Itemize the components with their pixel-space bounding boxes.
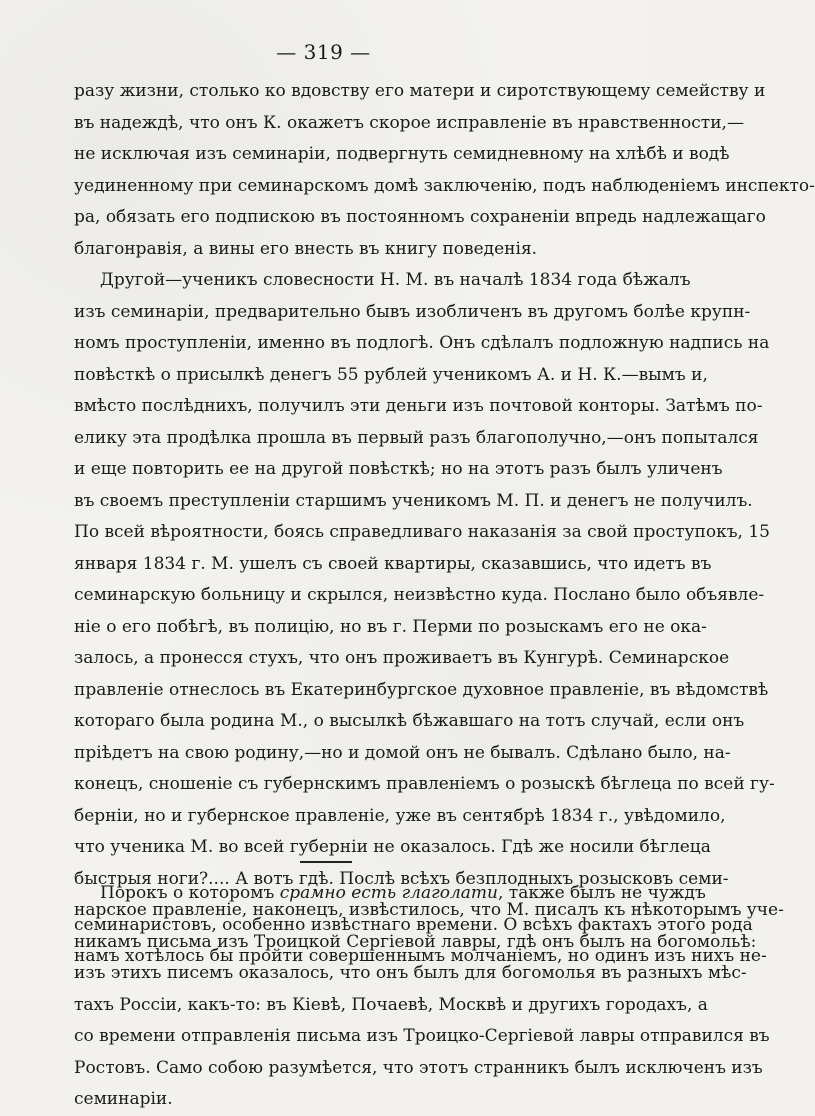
text-line: семинаристовъ, особенно извѣстнаго времени. О всѣхъ фактахъ этого рода — [74, 914, 753, 935]
text-line: въ надеждѣ, что онъ К. окажетъ скорое исправленіе въ нравственности,— — [74, 112, 744, 133]
text-line: благонравія, а вины его внесть въ книгу поведенія. — [74, 238, 538, 259]
text-line: елику эта продѣлка прошла въ первый разъ благополучно,—онъ попытался — [74, 427, 759, 448]
text-line: котораго была родина М., о высылкѣ бѣжавшаго на тотъ случай, если онъ — [74, 711, 745, 731]
text-line: не исключая изъ семинаріи, подвергнуть семидневному на хлѣбѣ и водѣ — [74, 144, 730, 164]
text-line: семинарскую больницу и скрылся, неизвѣстно куда. Послано было объявле- — [74, 585, 765, 605]
text-line: нарское правленіе, наконецъ, извѣстилось, что М. писалъ къ нѣкоторымъ уче- — [74, 900, 784, 920]
text-line: января 1834 г. М. ушелъ съ своей квартиры, сказавшись, что идетъ въ — [74, 553, 712, 574]
text-line: изъ этихъ писемъ оказалось, что онъ былъ для богомолья въ разныхъ мѣс- — [74, 963, 747, 983]
text-line: намъ хотѣлось бы пройти совершеннымъ молчаніемъ, но одинъ изъ нихъ не- — [74, 946, 767, 966]
section-divider — [300, 861, 352, 863]
text-line: изъ семинаріи, предварительно бывъ изобличенъ въ другомъ болѣе крупн- — [74, 301, 751, 322]
text-line: пріѣдетъ на свою родину,—но и домой онъ не бывалъ. Сдѣлано было, на- — [74, 742, 731, 763]
text-line: ніе о его побѣгѣ, въ полицію, но въ г. Перми по розыскамъ его не ока- — [74, 616, 707, 637]
text-line: семинаріи. — [74, 1089, 173, 1109]
text-line: что ученика М. во всей губерніи не оказалось. Гдѣ же носили бѣглеца — [74, 837, 711, 857]
text-line: правленіе отнеслось въ Екатеринбургское духовное правленіе, въ вѣдомствѣ — [74, 679, 769, 700]
text-line: тахъ Россіи, какъ-то: въ Кіевѣ, Почаевѣ, Москвѣ и другихъ городахъ, а — [74, 994, 708, 1015]
text-line: вмѣсто послѣднихъ, получилъ эти деньги изъ почтовой конторы. Затѣмъ по- — [74, 396, 763, 416]
text-line: уединенному при семинарскомъ домѣ заключенію, подъ наблюденіемъ инспекто- — [74, 175, 815, 196]
text-line: Другой—ученикъ словесности Н. М. въ началѣ 1834 года бѣжалъ — [100, 270, 691, 290]
text-line: разу жизни, столько ко вдовству его матери и сиротствующему семейству и — [74, 81, 766, 101]
text-fragment: Порокъ о которомъ — [100, 883, 280, 903]
text-line: залось, а пронесся стухъ, что онъ проживаетъ въ Кунгурѣ. Семинарское — [74, 648, 730, 668]
text-line: номъ проступленіи, именно въ подлогѣ. Онъ сдѣлалъ подложную надпись на — [74, 333, 770, 353]
text-line: въ своемъ преступленіи старшимъ ученикомъ М. П. и денегъ не получилъ. — [74, 490, 753, 511]
text-line: ра, обязать его подпискою въ постоянномъ сохраненіи впредь надлежащаго — [74, 207, 766, 227]
text-line: берніи, но и губернское правленіе, уже въ сентябрѣ 1834 г., увѣдомило, — [74, 805, 726, 826]
italic-phrase: срамно есть глаголати — [279, 883, 498, 903]
text-line: со времени отправленія письма изъ Троицко-Сергіевой лавры отправился въ — [74, 1026, 770, 1046]
page-number: — 319 — — [276, 40, 371, 64]
text-line: конецъ, сношеніе съ губернскимъ правленіемъ о розыскѣ бѣглеца по всей гу- — [74, 774, 775, 794]
text-line: никамъ письма изъ Троицкой Сергіевой лавры, гдѣ онъ былъ на богомольѣ: — [74, 931, 757, 952]
text-line: По всей вѣроятности, боясь справедливаго наказанія за свой проступокъ, 15 — [74, 522, 770, 542]
text-line: быстрыя ноги?.... А вотъ гдѣ. Послѣ всѣхъ безплодныхъ розысковъ семи- — [74, 868, 729, 889]
text-line: и еще повторить ее на другой повѣсткѣ; но на этотъ разъ былъ уличенъ — [74, 459, 723, 479]
text-line: Ростовъ. Само собою разумѣется, что этотъ странникъ былъ исключенъ изъ — [74, 1057, 763, 1078]
text-fragment: , также былъ не чуждъ — [497, 883, 706, 903]
text-line: повѣсткѣ о присылкѣ денегъ 55 рублей ученикомъ А. и Н. К.—вымъ и, — [74, 364, 708, 385]
